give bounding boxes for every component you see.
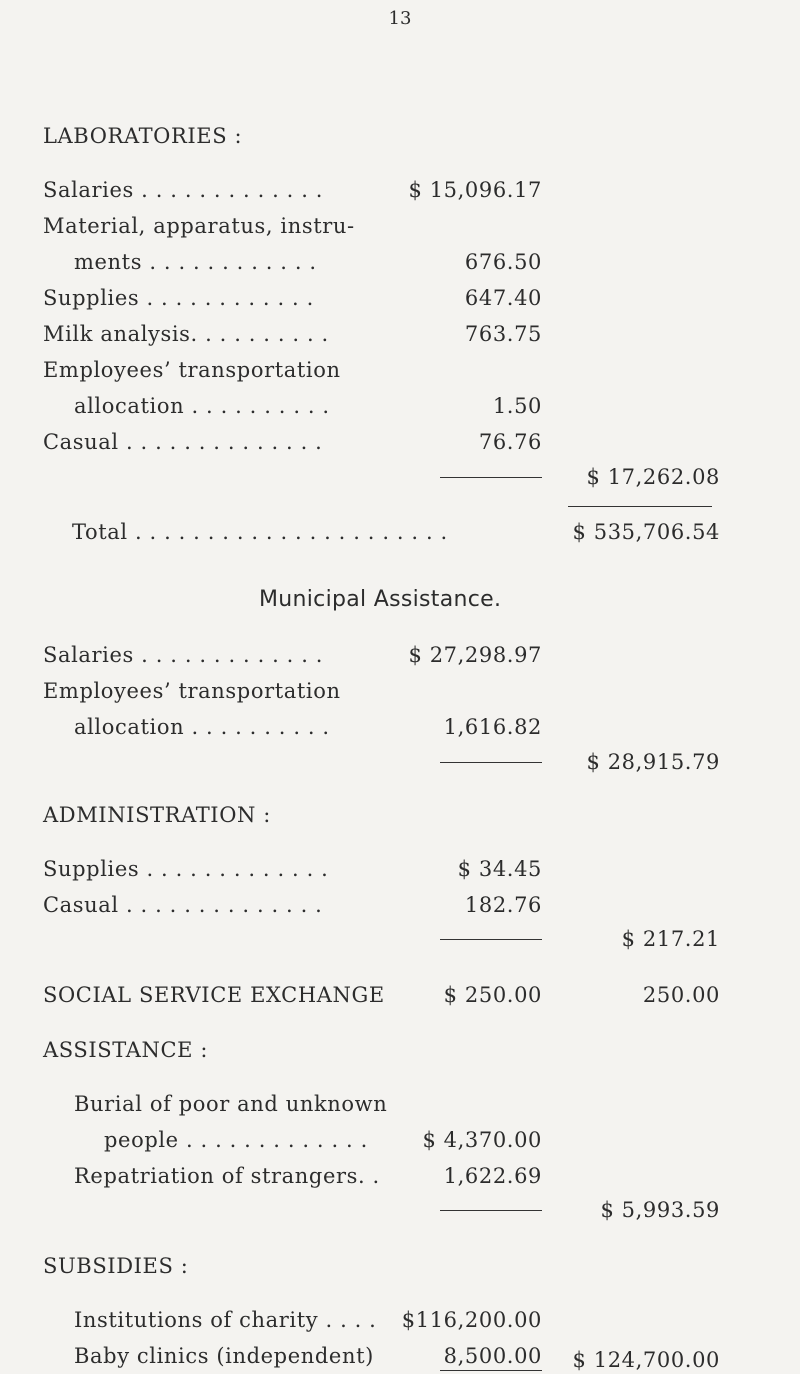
lab-row-label: Salaries . . . . . . . . . . . . . [43, 178, 324, 202]
social-service-total: 250.00 [642, 983, 720, 1007]
municipal-row-value: 1,616.82 [443, 715, 542, 739]
subtotal-dash [440, 477, 542, 478]
lab-row-value: 1.50 [492, 394, 542, 418]
subsidies-subtotal: $ 124,700.00 [572, 1348, 720, 1372]
assistance-row-label: Repatriation of strangers. . [74, 1164, 380, 1188]
assistance-subtotal: $ 5,993.59 [600, 1198, 720, 1222]
subsidies-row-value: $116,200.00 [401, 1308, 542, 1332]
municipal-row-label: Salaries . . . . . . . . . . . . . [43, 643, 324, 667]
lab-row-label: ments . . . . . . . . . . . . [74, 250, 317, 274]
lab-row-label: allocation . . . . . . . . . . [74, 394, 330, 418]
admin-row-value: 182.76 [464, 893, 542, 917]
administration-heading: ADMINISTRATION : [43, 803, 271, 827]
municipal-row-label: Employees’ transportation [43, 679, 341, 703]
total-rule [568, 506, 712, 507]
admin-row-label: Supplies . . . . . . . . . . . . . [43, 857, 329, 881]
lab-row-label: Casual . . . . . . . . . . . . . . [43, 430, 323, 454]
lab-row-label: Employees’ transportation [43, 358, 341, 382]
subsidies-heading: SUBSIDIES : [43, 1254, 189, 1278]
municipal-subtotal: $ 28,915.79 [586, 750, 720, 774]
total-value: $ 535,706.54 [572, 520, 720, 544]
lab-row-label: Material, apparatus, instru- [43, 214, 355, 238]
social-service-value: $ 250.00 [443, 983, 542, 1007]
admin-subtotal: $ 217.21 [621, 927, 720, 951]
page-number: 13 [388, 8, 412, 29]
municipal-heading: Municipal Assistance. [259, 587, 502, 612]
subtotal-dash [440, 1210, 542, 1211]
subtotal-dash [440, 1370, 542, 1371]
lab-row-label: Milk analysis. . . . . . . . . . [43, 322, 329, 346]
subsidies-row-label: Institutions of charity . . . . [74, 1308, 377, 1332]
assistance-row-value: $ 4,370.00 [422, 1128, 542, 1152]
subsidies-row-label: Baby clinics (independent) [74, 1344, 374, 1368]
assistance-row-label: Burial of poor and unknown [74, 1092, 388, 1116]
lab-row-value: 676.50 [464, 250, 542, 274]
assistance-row-value: 1,622.69 [443, 1164, 542, 1188]
municipal-row-label: allocation . . . . . . . . . . [74, 715, 330, 739]
lab-row-value: $ 15,096.17 [408, 178, 542, 202]
total-label: Total . . . . . . . . . . . . . . . . . . . . . . [72, 520, 448, 544]
laboratories-heading: LABORATORIES : [43, 124, 243, 148]
lab-row-value: 647.40 [464, 286, 542, 310]
lab-row-value: 76.76 [478, 430, 542, 454]
lab-row-label: Supplies . . . . . . . . . . . . [43, 286, 314, 310]
assistance-heading: ASSISTANCE : [43, 1038, 208, 1062]
assistance-row-label: people . . . . . . . . . . . . . [104, 1128, 368, 1152]
social-service-label: SOCIAL SERVICE EXCHANGE [43, 983, 385, 1007]
subsidies-row-value: 8,500.00 [443, 1344, 542, 1368]
admin-row-value: $ 34.45 [457, 857, 542, 881]
admin-row-label: Casual . . . . . . . . . . . . . . [43, 893, 323, 917]
subtotal-dash [440, 939, 542, 940]
municipal-row-value: $ 27,298.97 [408, 643, 542, 667]
lab-subtotal: $ 17,262.08 [586, 465, 720, 489]
subtotal-dash [440, 762, 542, 763]
lab-row-value: 763.75 [464, 322, 542, 346]
